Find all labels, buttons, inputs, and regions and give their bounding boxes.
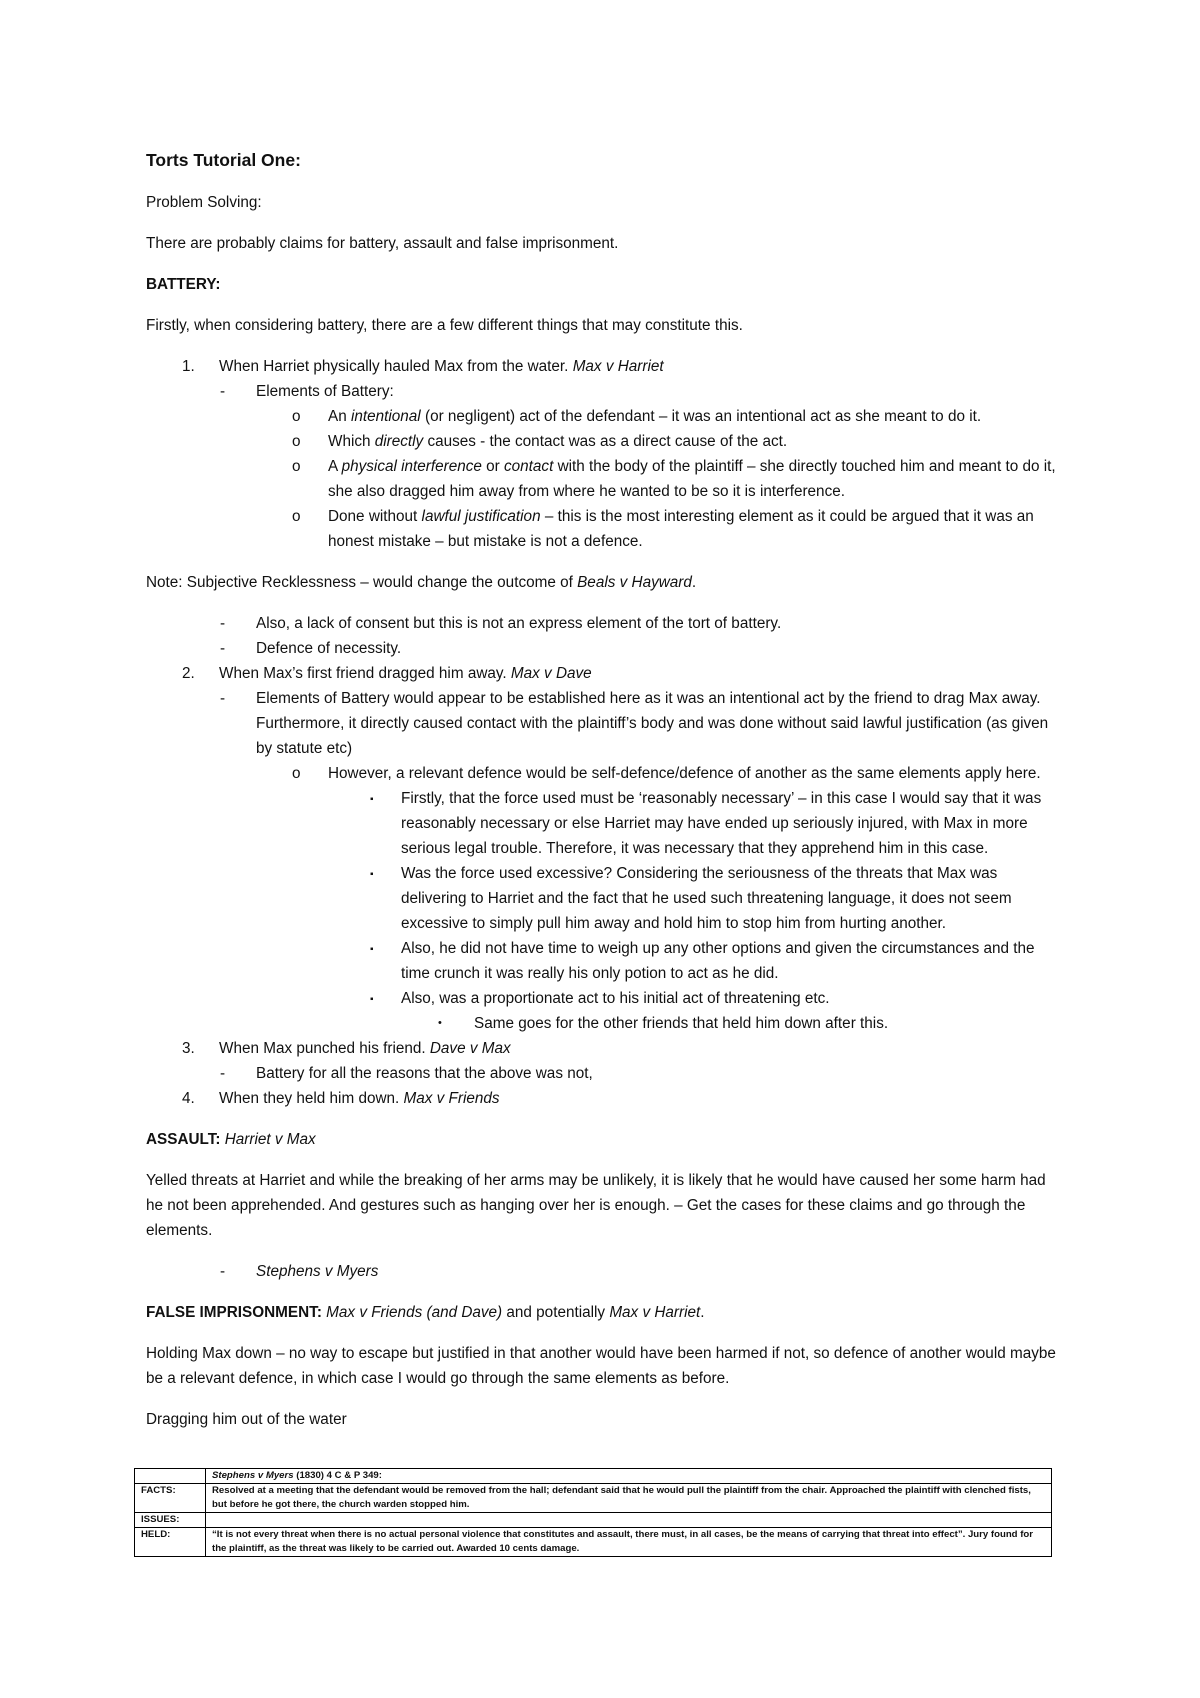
text: Also, he did not have time to weigh up any other options and given the circumstances and the time crunch it was really his only potion to act as he did. [401,940,1035,982]
text: A [328,458,338,475]
elements-label: Elements of Battery: [256,383,394,400]
case-table [134,1468,1052,1557]
assault-paragraph: Yelled threats at Harriet and while the breaking of her arms may be unlikely, it is likely that he would have caused her some harm had he not been apprehended. And gestures such as hanging over her is enough. – Get the cases for these claims and go through the elements. [146,1172,1046,1239]
defence-point-3 [146,936,1056,986]
row-value: Resolved at a meeting that the defendant would be removed from the hall; defendant said that he would pull the plaintiff from the chair. Approached the plaintiff with clenched fists, but before he got there, the church warden stopped him. [206,1484,1052,1513]
text: with the body of the plaintiff – she directly touched him and meant to do it, she also dragged him away from where he wanted to be so it is interference. [328,458,1056,500]
table-row [135,1469,1052,1484]
element-item-1 [146,404,1056,429]
element-item-3 [146,454,1056,504]
text: Same goes for the other friends that held him down after this. [474,1015,889,1032]
case-name: Stephens v Myers [212,1470,294,1481]
defence-item [146,761,1056,786]
list-dash-item [146,636,1056,661]
list-item-2 [146,661,1056,686]
text: Firstly, that the force used must be ‘reasonably necessary’ – in this case I would say that it was reasonably necessary or else Harriet may have ended up seriously injured, with Max in more serious legal trouble. Therefore, it was necessary that they apprehend him in this case. [401,790,1042,857]
circle-marker: o [292,458,301,475]
dragging-paragraph: Dragging him out of the water [146,1411,347,1428]
list-item-4 [146,1086,1056,1111]
document-title: Torts Tutorial One: [146,150,301,170]
text: Also, was a proportionate act to his initial act of threatening etc. [401,990,830,1007]
case-name: Dave v Max [429,1040,511,1057]
defence-point-2 [146,861,1056,936]
list-dash-item [146,686,1056,761]
battery-heading: BATTERY: [146,276,221,293]
case-name: Max v Friends [403,1090,500,1107]
subheading: Problem Solving: [146,194,262,211]
table-row [135,1484,1052,1513]
case-name: Max v Dave [510,665,592,682]
diamond-bullet-icon: • [438,1017,442,1029]
circle-marker: o [292,433,301,450]
text: Note: Subjective Recklessness – would change the outcome of [146,574,573,591]
dash-marker: - [220,1263,226,1280]
sub-point [146,1011,1056,1036]
text: causes - the contact was as a direct cause of the act. [427,433,788,450]
false-imprisonment-paragraph: Holding Max down – no way to escape but justified in that another would have been harmed if not, so defence of another would maybe be a relevant defence, in which case I would go through the same elements as before. [146,1345,1056,1387]
text: or [486,458,500,475]
list-text: When they held him down. [219,1090,400,1107]
square-bullet-icon: ▪ [370,869,374,880]
element-item-2 [146,429,1056,454]
table-row [135,1513,1052,1528]
list-number: 2. [182,665,195,682]
element-item-4 [146,504,1056,554]
square-bullet-icon: ▪ [370,994,374,1005]
text: Elements of Battery would appear to be established here as it was an intentional act by the friend to drag Max away. Furthermore, it directly caused contact with the plaintiff’s body and was done without said lawful justification (as given by statute etc) [256,690,1049,757]
defence-point-1 [146,786,1056,861]
circle-marker: o [292,765,301,782]
citation: (1830) 4 C & P 349: [296,1470,382,1481]
text: Was the force used excessive? Considering the seriousness of the threats that Max was delivering to Harriet and the fact that he used such threatening language, it does not seem excessive to simply pull him away and hold him to stop him from hurting another. [401,865,1012,932]
row-value [206,1513,1052,1528]
text: (or negligent) act of the defendant – it was an intentional act as she meant to do it. [424,408,982,425]
list-dash-item [146,379,1056,404]
false-imprisonment-line: FALSE IMPRISONMENT: Max v Friends (and Dave) and potentially Max v Harriet. [146,1304,705,1321]
assault-heading: ASSAULT: [146,1131,221,1148]
emphasis: contact [504,458,554,475]
case-name: Beals v Hayward [577,574,692,591]
list-item-3 [146,1036,1056,1061]
text: However, a relevant defence would be self-defence/defence of another as the same elements apply here. [328,765,1041,782]
case-name: Max v Harriet [572,358,664,375]
document-body [146,148,1056,1448]
list-dash-item [146,1259,1056,1284]
text: An [328,408,347,425]
table-header-cell [206,1469,1052,1484]
case-name: Max v Harriet [609,1304,701,1321]
table-row [135,1528,1052,1557]
row-value: “It is not every threat when there is no actual personal violence that constitutes and assault, there must, in all cases, be the means of carrying that threat into effect”. Jury found for the plaintiff, as the threat was likely to be carried out. Awarded 10 cents damage. [206,1528,1052,1557]
square-bullet-icon: ▪ [370,944,374,955]
dash-marker: - [220,640,226,657]
dash-marker: - [220,690,226,707]
battery-intro: Firstly, when considering battery, there are a few different things that may constitute this. [146,317,743,334]
row-key: ISSUES: [135,1513,206,1528]
defence-point-4 [146,986,1056,1011]
false-imprisonment-heading: FALSE IMPRISONMENT: [146,1304,322,1321]
circle-marker: o [292,508,301,525]
list-item-1 [146,354,1056,379]
emphasis: directly [374,433,424,450]
list-text: When Max punched his friend. [219,1040,426,1057]
intro-paragraph: There are probably claims for battery, assault and false imprisonment. [146,235,619,252]
emphasis: physical interference [341,458,482,475]
case-name: Harriet v Max [224,1131,316,1148]
circle-marker: o [292,408,301,425]
list-text: When Harriet physically hauled Max from the water. [219,358,569,375]
emphasis: intentional [350,408,421,425]
list-number: 1. [182,358,195,375]
text: Also, a lack of consent but this is not an express element of the tort of battery. [256,615,782,632]
note-paragraph [146,570,1056,595]
dash-marker: - [220,383,226,400]
row-key: HELD: [135,1528,206,1557]
square-bullet-icon: ▪ [370,794,374,805]
dash-marker: - [220,1065,226,1082]
text: Which [328,433,371,450]
list-number: 3. [182,1040,195,1057]
text: and potentially [506,1304,606,1321]
emphasis: lawful justification [421,508,541,525]
text: Done without [328,508,418,525]
list-text: When Max’s first friend dragged him away. [219,665,507,682]
row-key: FACTS: [135,1484,206,1513]
case-name: Stephens v Myers [256,1263,379,1280]
case-name: Max v Friends (and Dave) [326,1304,503,1321]
text: – this is the most interesting element as it could be argued that it was an honest mistake – but mistake is not a defence. [328,508,1034,550]
table-cell [135,1469,206,1484]
list-dash-item [146,611,1056,636]
list-number: 4. [182,1090,195,1107]
text: Battery for all the reasons that the above was not, [256,1065,593,1082]
text: Defence of necessity. [256,640,402,657]
list-dash-item [146,1061,1056,1086]
text: . [691,574,697,591]
assault-heading-line [146,1127,1056,1152]
dash-marker: - [220,615,226,632]
